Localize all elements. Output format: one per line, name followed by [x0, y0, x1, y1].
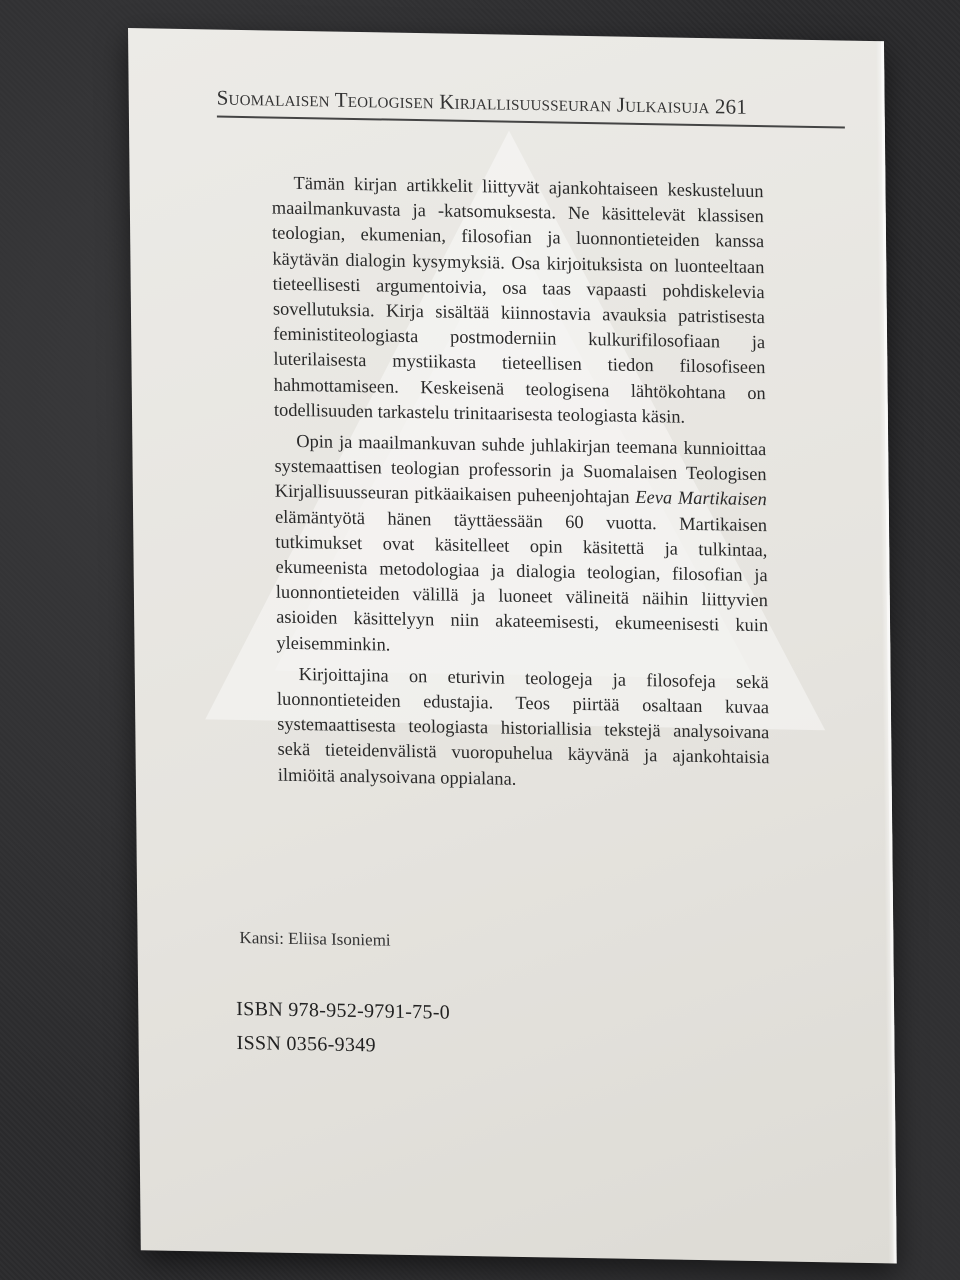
- series-title: Suomalaisen Teologisen Kirjallisuusseuran Julkaisuja 261: [216, 85, 748, 119]
- cover-credit: Kansi: Eliisa Isoniemi: [239, 927, 391, 950]
- blurb-text: elämäntyötä hänen täyttäessään 60 vuotta. Martikaisen tutkimukset ovat käsitelleet opin käsitettä ja tulkintaa, ekumeenista metodologiaa ja dialogia teologian, filosofian ja luonnontieteiden välillä ja luoneet välineitä näihin liittyvien asioiden käsittelyyn niin akateemisesti, ekumeenisesti kuin yleisemminkin.: [274, 506, 769, 655]
- blurb: [271, 171, 769, 803]
- blurb-text: Kirjoittajina on eturivin teologeja ja filosofeja sekä luonnontieteiden edustajia. Teos piirtää osaltaan kuvaa systemaattisesta teologiasta historiallisia tekstejä analysoivana sekä tieteidenvälistä vuoropuhelua käyvänä ja ajankohtaisia ilmiöitä analysoivana oppialana.: [276, 663, 770, 789]
- book-back-cover: [128, 28, 897, 1263]
- isbn-number: ISBN 978-952-9791-75-0: [236, 997, 451, 1024]
- honoree-name: Eeva Martikaisen: [635, 487, 767, 510]
- blurb-text: Opin ja maailmankuvan suhde juhlakirjan teemana kunnioittaa systemaattisen teologian professorin ja Suomalaisen Teologisen Kirjallisuusseuran pitkäaikaisen puheenjohtajan: [274, 430, 767, 508]
- blurb-paragraph: [277, 661, 770, 796]
- blurb-paragraph: [274, 429, 768, 664]
- issn-number: ISSN 0356-9349: [236, 1031, 376, 1057]
- blurb-text: Tämän kirjan artikkelit liittyvät ajankohtaiseen keskusteluun maailmankuvasta ja -katsomuksesta. Ne käsittelevät klassisen teologian, ekumenian, filosofian ja luonnontieteiden kanssa käytävän dialogin kysymyksiä. Osa kirjoituksista on luonteeltaan tieteellisesti argumentoivia, osa taas vapaasti pohdiskelevia sovellutuksia. Kirja sisältää kiinnostavia avauksia patristisesta feministiteologiasta postmoderniin kulkurifilosofiaan ja luterilaisesta mystiikasta tieteellisen tiedon filosofiseen hahmottamiseen. Keskeisenä teologisena lähtökohtana on todellisuuden tarkastelu trinitaarisesta teologiasta käsin.: [271, 172, 766, 427]
- blurb-paragraph: [271, 171, 766, 432]
